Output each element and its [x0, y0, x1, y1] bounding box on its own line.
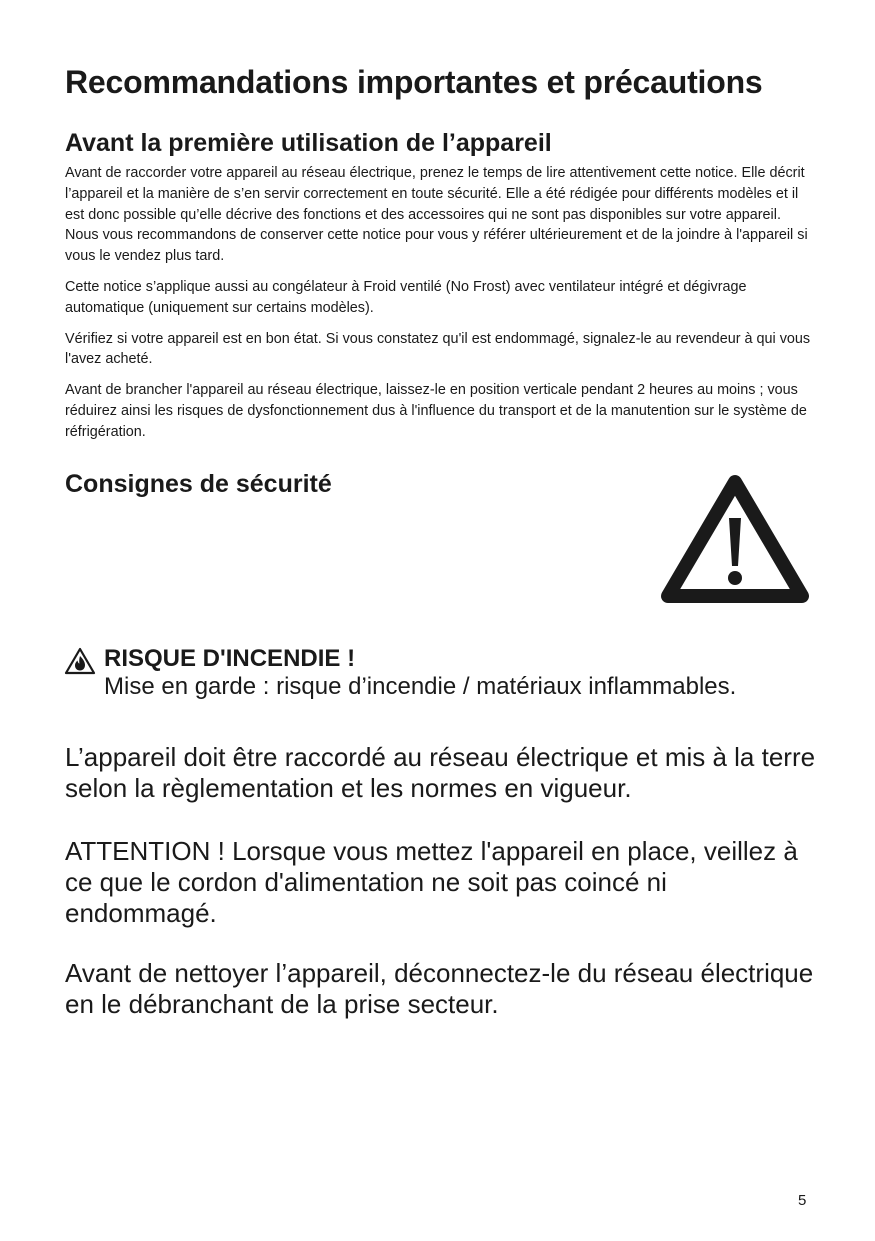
first-use-paragraph-3: Vérifiez si votre appareil est en bon état. Si vous constatez qu'il est endommagé, signalez-le au revendeur à qui vous l'avez acheté. — [65, 330, 811, 368]
fire-warning-text: Mise en garde : risque d’incendie / matériaux inflammables. — [104, 673, 737, 700]
first-use-paragraph-4: Avant de brancher l'appareil au réseau électrique, laissez-le en position verticale pendant 2 heures au moins ; vous réduirez ainsi les risques de dysfonctionnement dus à l'influence du transport et de la manutention sur le système de réfrigération. — [65, 382, 807, 440]
section-heading-first-use: Avant la première utilisation de l’appareil — [65, 129, 552, 157]
first-use-paragraph-1: Avant de raccorder votre appareil au réseau électrique, prenez le temps de lire attentivement cette notice. Elle décrit l’appareil et la manière de s’en servir correctement en toute sécurité. Elle a été rédigée pour différents modèles et il est donc possible qu’elle décrive des fonctions et des accessoires qui ne sont pas disponibles sur votre appareil. Nous vous recommandons de conserver cette notice pour vous y référer ultérieurement et de la joindre à l'appareil si vous le vendez plus tard. — [65, 165, 808, 265]
safety-paragraph-2: ATTENTION ! Lorsque vous mettez l'appareil en place, veillez à ce que le cordon d'alimentation ne soit pas coincé ni endommagé. — [65, 836, 798, 928]
section-heading-safety: Consignes de sécurité — [65, 470, 332, 498]
safety-paragraph-1: L’appareil doit être raccordé au réseau électrique et mis à la terre selon la règlementation et les normes en vigueur. — [65, 742, 816, 803]
fire-warning-title: RISQUE D'INCENDIE ! — [104, 645, 356, 672]
warning-triangle-icon — [658, 472, 812, 608]
first-use-body — [65, 163, 815, 453]
page-title: Recommandations importantes et précautions — [65, 64, 763, 100]
fire-warning-icon — [64, 647, 96, 675]
safety-paragraph-3: Avant de nettoyer l’appareil, déconnectez-le du réseau électrique en le débranchant de la prise secteur. — [65, 958, 814, 1019]
page-number: 5 — [798, 1192, 807, 1209]
first-use-paragraph-2: Cette notice s’applique aussi au congélateur à Froid ventilé (No Frost) avec ventilateur intégré et dégivrage automatique (uniquement sur certains modèles). — [65, 278, 747, 316]
